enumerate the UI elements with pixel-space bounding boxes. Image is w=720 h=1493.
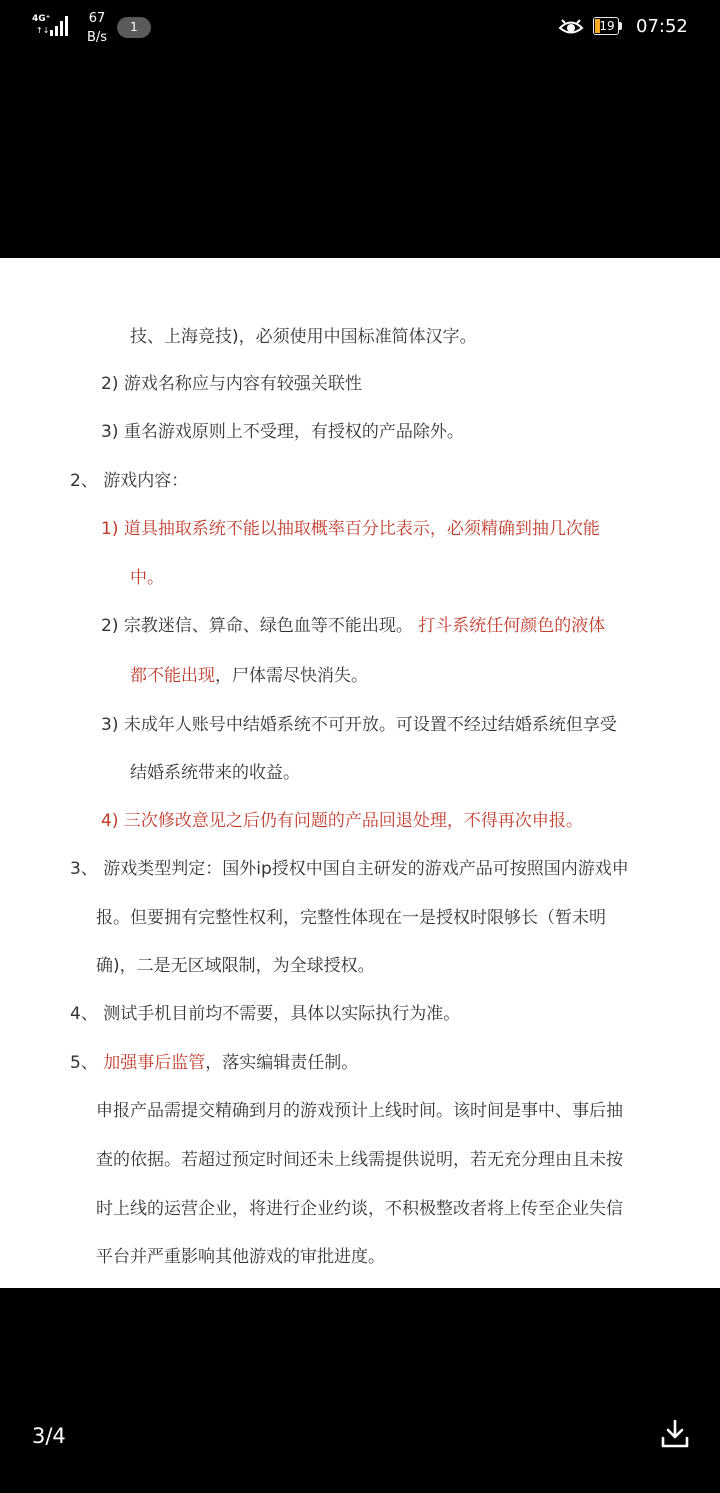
eye-icon bbox=[558, 16, 584, 38]
clock: 07:52 bbox=[636, 16, 688, 37]
highlighted-text: 1) 道具抽取系统不能以抽取概率百分比表示，必须精确到抽几次能 bbox=[101, 519, 600, 539]
data-arrows: ↑↓ bbox=[36, 26, 50, 35]
network-speed bbox=[82, 9, 112, 47]
body-text: 技、上海竞技)，必须使用中国标准简体汉字。 bbox=[130, 327, 477, 347]
document-line bbox=[70, 1001, 460, 1027]
battery-body bbox=[593, 17, 619, 35]
body-text: 4、 测试手机目前均不需要，具体以实际执行为准。 bbox=[70, 1004, 461, 1024]
document-line bbox=[130, 760, 300, 786]
body-text: 2) 游戏名称应与内容有较强关联性 bbox=[101, 374, 362, 394]
document-line bbox=[96, 1196, 623, 1222]
highlighted-text: 都不能出现 bbox=[130, 666, 215, 686]
document-line bbox=[70, 856, 629, 882]
document-line bbox=[130, 324, 477, 350]
highlighted-text: 4) 三次修改意见之后仍有问题的产品回退处理，不得再次申报。 bbox=[101, 811, 583, 831]
body-text: 时上线的运营企业，将进行企业约谈，不积极整改者将上传至企业失信 bbox=[96, 1199, 623, 1219]
body-text: ，落实编辑责任制。 bbox=[205, 1053, 359, 1073]
signal-icon bbox=[48, 14, 72, 38]
signal-indicator bbox=[32, 14, 72, 38]
battery-nub bbox=[619, 22, 622, 30]
notification-badge: 1 bbox=[117, 17, 151, 38]
document-line bbox=[130, 663, 368, 689]
document-line bbox=[130, 565, 164, 591]
download-icon[interactable] bbox=[660, 1418, 690, 1450]
document-line bbox=[101, 613, 605, 639]
body-text: 确)，二是无区域限制，为全球授权。 bbox=[96, 956, 375, 976]
document-line bbox=[101, 371, 362, 397]
document-line bbox=[70, 468, 188, 494]
body-text: 查的依据。若超过预定时间还未上线需提供说明，若无充分理由且未按 bbox=[96, 1150, 623, 1170]
highlighted-text: 中。 bbox=[130, 568, 164, 588]
document-line bbox=[96, 953, 375, 979]
highlighted-text: 打斗系统任何颜色的液体 bbox=[418, 616, 606, 636]
body-text: ，尸体需尽快消失。 bbox=[215, 666, 368, 686]
body-text: 3) 重名游戏原则上不受理，有授权的产品除外。 bbox=[101, 422, 464, 442]
body-text: 报。但要拥有完整性权利，完整性体现在一是授权时限够长（暂未明 bbox=[96, 908, 606, 928]
battery-level: 19 bbox=[599, 19, 615, 33]
body-text: 平台并严重影响其他游戏的审批进度。 bbox=[96, 1247, 385, 1267]
battery-icon bbox=[593, 17, 624, 37]
body-text: 结婚系统带来的收益。 bbox=[130, 763, 300, 783]
document-line bbox=[96, 1147, 623, 1173]
body-text: 3) 未成年人账号中结婚系统不可开放。可设置不经过结婚系统但享受 bbox=[101, 715, 617, 735]
document-line bbox=[96, 1098, 623, 1124]
highlighted-text: 加强事后监管 bbox=[103, 1053, 206, 1073]
document-image bbox=[0, 258, 720, 1288]
document-line bbox=[101, 712, 617, 738]
body-text: 5、 bbox=[70, 1053, 104, 1073]
document-line bbox=[101, 419, 464, 445]
document-line bbox=[101, 516, 600, 542]
body-text: 3、 游戏类型判定：国外ip授权中国自主研发的游戏产品可按照国内游戏申 bbox=[70, 859, 629, 879]
status-bar bbox=[0, 0, 720, 56]
speed-value: 67 bbox=[88, 11, 106, 26]
body-text: 2) 宗教迷信、算命、绿色血等不能出现。 bbox=[101, 616, 419, 636]
document-line bbox=[101, 808, 583, 834]
network-type: 4G⁺ bbox=[32, 14, 51, 24]
document-line bbox=[70, 1050, 358, 1076]
page-counter: 3/4 bbox=[32, 1424, 66, 1448]
document-line bbox=[96, 1244, 385, 1270]
body-text: 2、 游戏内容： bbox=[70, 471, 189, 491]
body-text: 申报产品需提交精确到月的游戏预计上线时间。该时间是事中、事后抽 bbox=[96, 1101, 623, 1121]
speed-unit: B/s bbox=[86, 30, 108, 45]
document-line bbox=[96, 905, 606, 931]
